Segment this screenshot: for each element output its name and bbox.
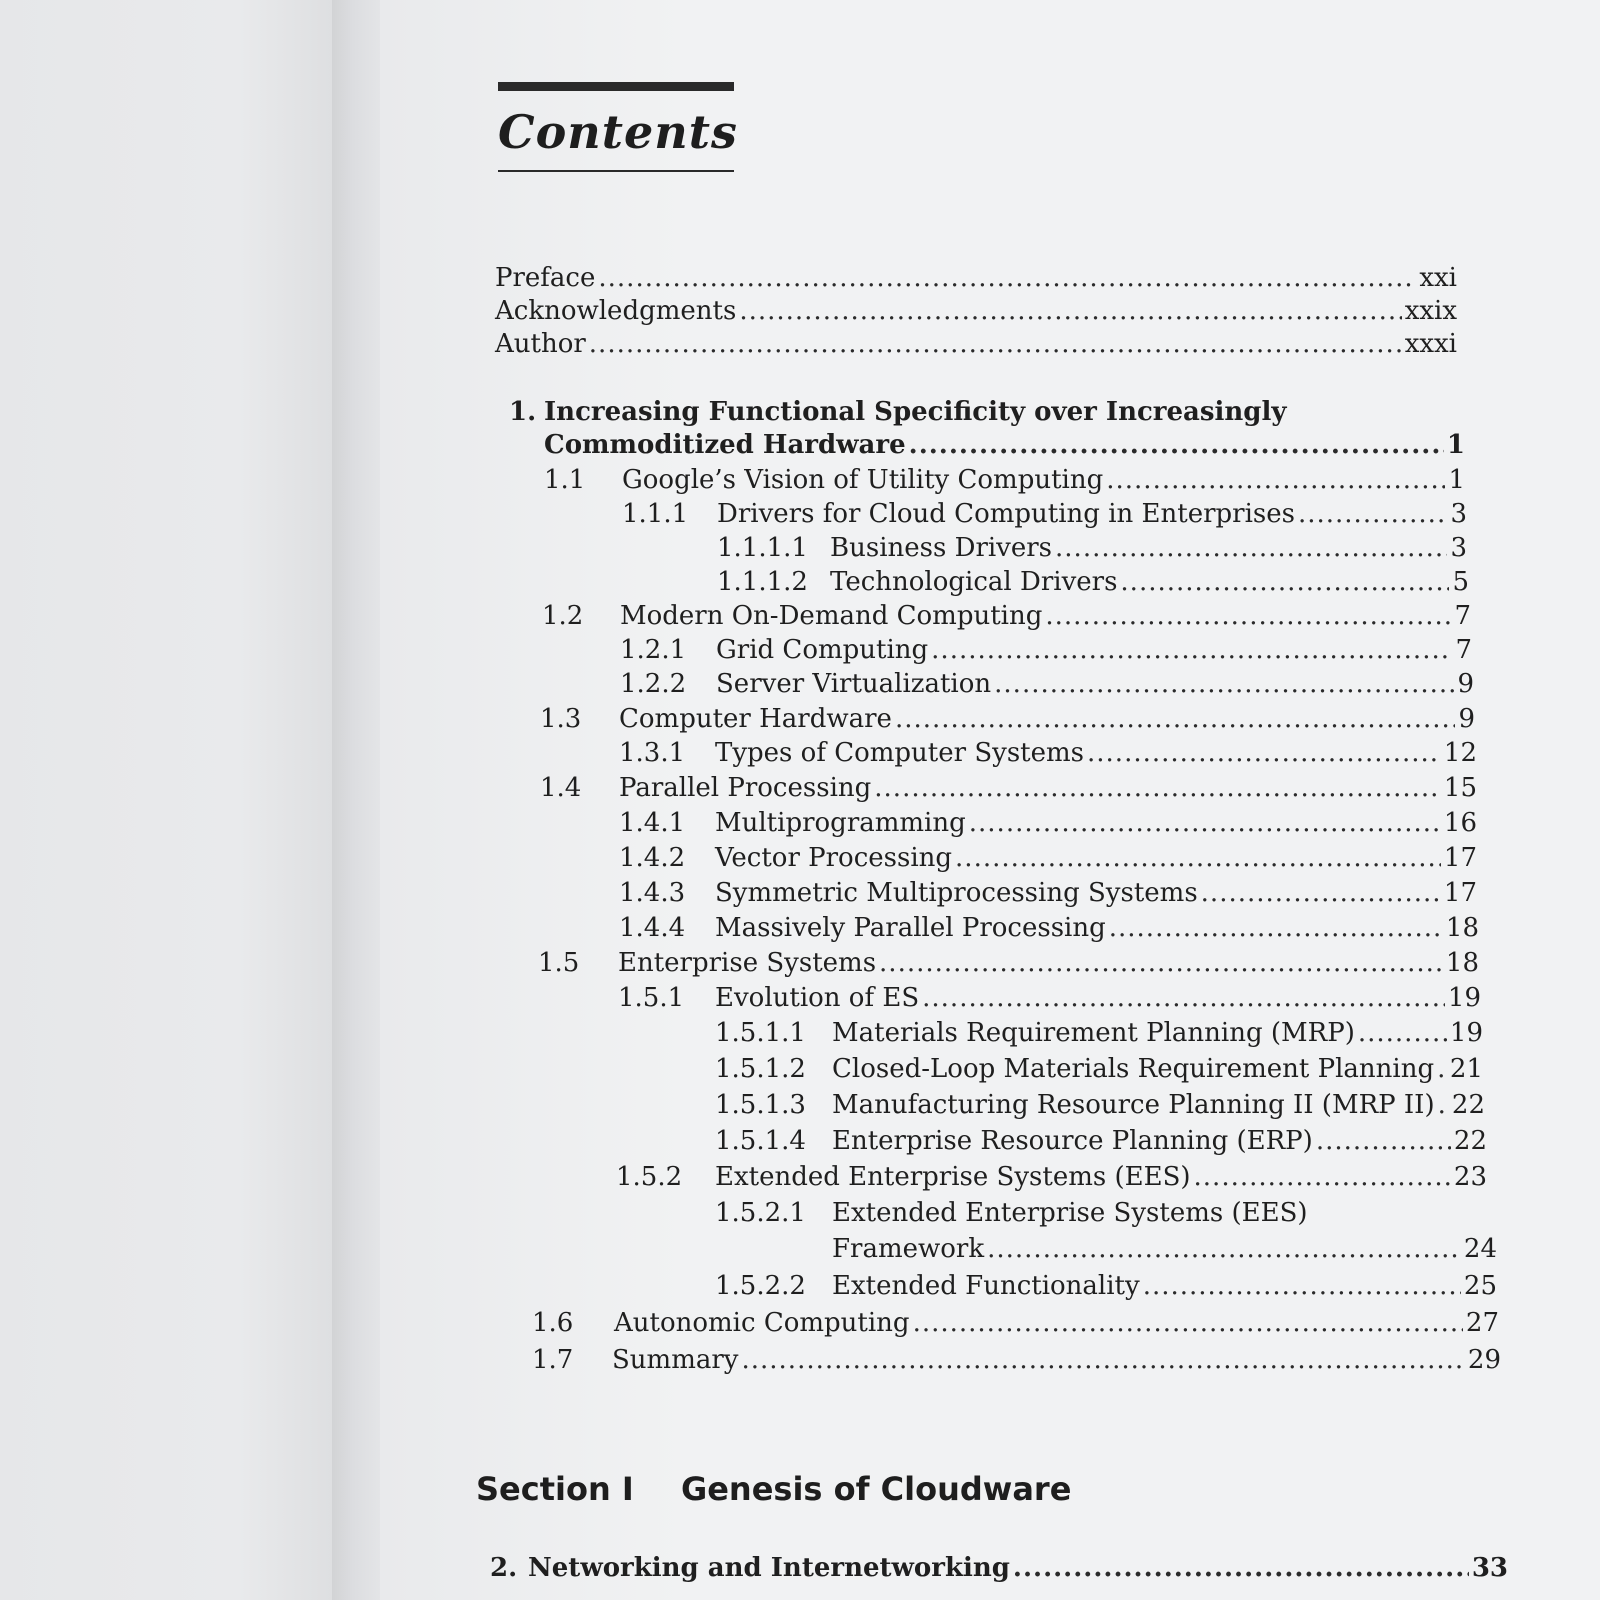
toc-entry [715, 1161, 1487, 1193]
toc-title: Parallel Processing [619, 773, 872, 803]
toc-page: 16 [1443, 808, 1477, 838]
dot-leader [913, 1307, 1463, 1339]
toc-title: Google’s Vision of Utility Computing [622, 465, 1104, 495]
toc-page: 3 [1450, 533, 1467, 563]
toc-title: Technological Drivers [830, 567, 1118, 597]
toc-title: Enterprise Resource Planning (ERP) [832, 1126, 1313, 1156]
dot-leader [1298, 498, 1447, 530]
toc-page: 17 [1443, 878, 1477, 908]
toc-number: 1.5.2.1 [715, 1198, 806, 1228]
dot-leader [741, 1344, 1464, 1376]
toc-page: 7 [1455, 635, 1472, 665]
toc-number: 1.1 [544, 465, 586, 495]
toc-title-line2: Framework [832, 1234, 985, 1264]
dot-leader [1358, 1017, 1447, 1049]
toc-page: 29 [1467, 1345, 1501, 1375]
toc-number: 1.5.1.2 [715, 1054, 806, 1084]
toc-page: 23 [1453, 1162, 1487, 1192]
dot-leader [1120, 566, 1449, 598]
dot-leader [931, 634, 1452, 666]
toc-title: Modern On-Demand Computing [620, 601, 1043, 631]
toc-title: Preface [495, 263, 596, 293]
toc-entry [715, 982, 1481, 1014]
chapter-2-title: Networking and Internetworking [528, 1553, 1010, 1583]
contents-heading: Contents [498, 105, 738, 159]
dot-leader [1109, 912, 1443, 944]
toc-number: 1.4.1 [619, 808, 686, 838]
toc-entry [832, 1233, 1497, 1265]
toc-title: Drivers for Cloud Computing in Enterprises [717, 499, 1295, 529]
toc-entry [618, 947, 1479, 979]
toc-entry-acknowledgments [495, 295, 1457, 327]
toc-number: 1.5.2.2 [715, 1271, 806, 1301]
toc-title: Multiprogramming [715, 808, 966, 838]
toc-number: 1.2.1 [620, 635, 687, 665]
toc-page: 27 [1465, 1308, 1499, 1338]
toc-page: xxxi [1404, 329, 1457, 359]
toc-title: Extended Enterprise Systems (EES) [715, 1162, 1191, 1192]
toc-title: Massively Parallel Processing [715, 913, 1106, 943]
dot-leader [1437, 1053, 1447, 1085]
toc-number: 1.5.1.1 [715, 1018, 806, 1048]
toc-title: Grid Computing [716, 635, 929, 665]
toc-page: 17 [1443, 843, 1477, 873]
dot-leader [1106, 464, 1445, 496]
toc-page: 3 [1450, 499, 1467, 529]
dot-leader [909, 429, 1444, 461]
toc-title-line1: Extended Enterprise Systems (EES) [832, 1198, 1308, 1228]
toc-entry [619, 703, 1475, 735]
toc-entry [830, 532, 1467, 564]
toc-number: 1.4 [540, 773, 582, 803]
dot-leader [1194, 1161, 1451, 1193]
toc-entry [612, 1344, 1501, 1376]
toc-entry [715, 737, 1477, 769]
toc-title: Manufacturing Resource Planning II (MRP II) [832, 1090, 1435, 1120]
toc-entry [715, 842, 1477, 874]
dot-leader [987, 1233, 1461, 1265]
toc-number: 1.4.2 [619, 843, 686, 873]
toc-page: 5 [1452, 567, 1469, 597]
toc-page: 22 [1453, 1126, 1487, 1156]
toc-title: Acknowledgments [495, 296, 737, 326]
toc-page: 33 [1471, 1553, 1508, 1583]
toc-title: Author [495, 329, 586, 359]
toc-title: Evolution of ES [715, 983, 920, 1013]
toc-page: 18 [1445, 913, 1479, 943]
toc-entry [715, 807, 1477, 839]
toc-page: 12 [1443, 738, 1477, 768]
toc-entry [716, 668, 1474, 700]
dot-leader [994, 668, 1454, 700]
toc-number: 1.4.4 [619, 913, 686, 943]
dot-leader [1055, 532, 1447, 564]
dot-leader [739, 295, 1401, 327]
toc-title: Summary [612, 1345, 739, 1375]
dot-leader [1438, 1089, 1449, 1121]
toc-title: Server Virtualization [716, 669, 992, 699]
toc-entry [622, 464, 1465, 496]
toc-entry-author [495, 328, 1457, 360]
toc-number: 1.1.1 [622, 499, 689, 529]
dot-leader [1013, 1552, 1469, 1584]
toc-page: 1 [1448, 465, 1465, 495]
toc-number: 1.1.1.2 [717, 567, 808, 597]
toc-title: Symmetric Multiprocessing Systems [715, 878, 1198, 908]
toc-page: 19 [1449, 1018, 1483, 1048]
toc-title: Vector Processing [715, 843, 953, 873]
toc-page: 25 [1463, 1271, 1497, 1301]
toc-page: 15 [1443, 773, 1477, 803]
toc-page: 18 [1445, 948, 1479, 978]
toc-title: Business Drivers [830, 533, 1053, 563]
dot-leader [1316, 1125, 1451, 1157]
chapter-2-number: 2. [490, 1553, 518, 1583]
dot-leader [598, 262, 1416, 294]
dot-leader [955, 842, 1441, 874]
toc-entry [715, 877, 1477, 909]
dot-leader [874, 772, 1441, 804]
toc-page: 21 [1449, 1054, 1483, 1084]
toc-entry [715, 912, 1479, 944]
dot-leader [1201, 877, 1441, 909]
toc-number: 1.5 [538, 948, 580, 978]
toc-entry-preface [495, 262, 1457, 294]
toc-number: 1.3.1 [619, 738, 686, 768]
toc-page: xxix [1404, 296, 1457, 326]
toc-title: Autonomic Computing [614, 1308, 910, 1338]
toc-number: 1.1.1.1 [717, 533, 808, 563]
toc-title: Types of Computer Systems [715, 738, 1085, 768]
toc-page: xxi [1419, 263, 1457, 293]
toc-entry [832, 1017, 1483, 1049]
toc-entry [832, 1270, 1497, 1302]
dot-leader [1045, 600, 1451, 632]
chapter-2-entry [528, 1552, 1508, 1584]
toc-entry [620, 600, 1471, 632]
toc-number: 1.5.1 [618, 983, 685, 1013]
toc-page: 19 [1447, 983, 1481, 1013]
dot-leader [1087, 737, 1441, 769]
chapter-1-title-line1: Increasing Functional Specificity over Increasingly [544, 397, 1287, 427]
toc-entry [832, 1053, 1483, 1085]
toc-number: 1.2 [542, 601, 584, 631]
toc-page: 22 [1451, 1090, 1485, 1120]
toc-title: Extended Functionality [832, 1271, 1140, 1301]
toc-entry [717, 498, 1467, 530]
section-label: Section I [476, 1470, 634, 1508]
toc-number: 1.5.1.3 [715, 1090, 806, 1120]
toc-title: Enterprise Systems [618, 948, 877, 978]
toc-entry [716, 634, 1472, 666]
toc-entry [830, 566, 1469, 598]
toc-title: Materials Requirement Planning (MRP) [832, 1018, 1355, 1048]
toc-entry [832, 1125, 1487, 1157]
toc-number: 1.4.3 [619, 878, 686, 908]
dot-leader [969, 807, 1441, 839]
toc-page: 24 [1463, 1234, 1497, 1264]
dot-leader [879, 947, 1443, 979]
toc-title: Closed-Loop Materials Requirement Planning [832, 1054, 1435, 1084]
toc-page: 7 [1454, 601, 1471, 631]
dot-leader [922, 982, 1445, 1014]
dot-leader [1143, 1270, 1461, 1302]
toc-number: 1.5.1.4 [715, 1126, 806, 1156]
toc-title: Computer Hardware [619, 704, 892, 734]
toc-number: 1.2.2 [620, 669, 687, 699]
chapter-1-entry [544, 429, 1465, 461]
section-title: Genesis of Cloudware [680, 1470, 1072, 1508]
toc-entry [619, 772, 1477, 804]
chapter-1-title-line2: Commoditized Hardware [544, 430, 906, 460]
section-heading [476, 1470, 1071, 1508]
toc-number: 1.3 [540, 704, 582, 734]
toc-entry [614, 1307, 1499, 1339]
toc-number: 1.5.2 [616, 1162, 683, 1192]
toc-page: 9 [1458, 704, 1475, 734]
toc-page: 9 [1457, 669, 1474, 699]
toc-number: 1.7 [532, 1345, 574, 1375]
toc-page: 1 [1446, 430, 1465, 460]
chapter-1-number: 1. [509, 397, 537, 427]
dot-leader [589, 328, 1402, 360]
toc-number: 1.6 [532, 1308, 574, 1338]
dot-leader [895, 703, 1456, 735]
toc-entry [832, 1089, 1485, 1121]
